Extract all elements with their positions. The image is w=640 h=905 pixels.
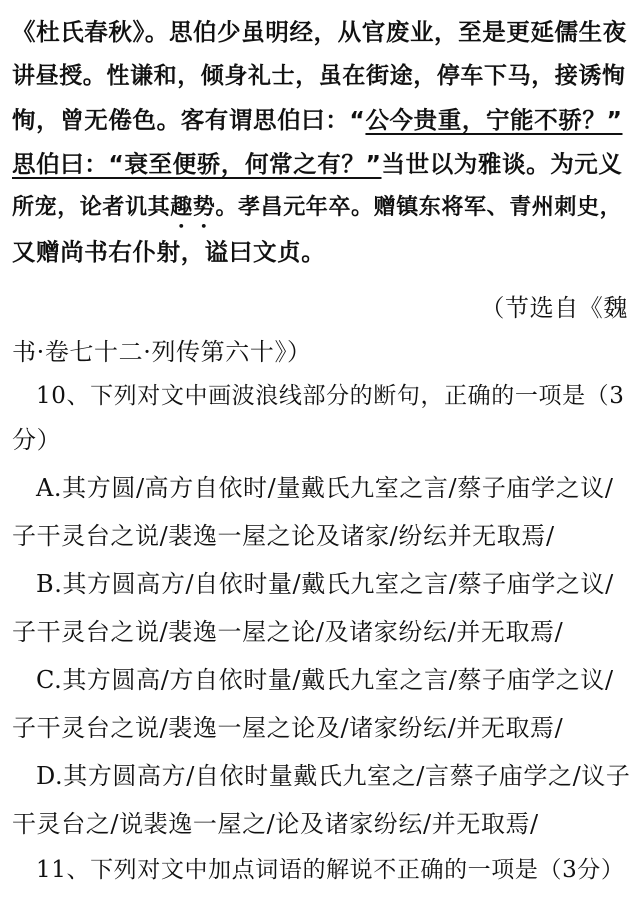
option-a-line-2: 子干灵台之说/裴逸一屋之论及诸家/纷纭并无取焉/ [12, 522, 555, 550]
source-citation-1: （节选自《魏 [480, 294, 628, 322]
passage-line-5-plain-a: 所宠，论者讥其 [12, 195, 171, 220]
option-d-line-2: 干灵台之/说裴逸一屋之/论及诸家纷纭/并无取焉/ [12, 810, 539, 838]
passage-line-1: 《杜氏春秋》。思伯少虽明经，从官废业，至是更延儒生夜 [12, 18, 627, 46]
passage-line-3 [12, 102, 623, 138]
option-c-line-2: 子干灵台之说/裴逸一屋之论及/诸家纷纭/并无取焉/ [12, 714, 564, 742]
passage-line-3-underlined: 公今贵重，宁能不骄？” [365, 106, 623, 134]
passage-line-2: 讲昼授。性谦和，倾身礼士，虽在街途，停车下马，接诱恂 [12, 63, 626, 89]
dotted-word: 趣势 [170, 195, 216, 220]
option-d-line-1: D.其方圆高方/自依时量戴氏九室之/言蔡子庙学之/议子 [36, 762, 631, 790]
passage-line-5-plain-b: 。孝昌元年卒。赠镇东将军、青州刺史， [215, 195, 623, 220]
passage-line-6: 又赠尚书右仆射，谥曰文贞。 [12, 238, 326, 266]
question-10-stem: 10、下列对文中画波浪线部分的断句，正确的一项是（3 [36, 383, 625, 409]
option-c-line-1: C.其方圆高/方自依时量/戴氏九室之言/蔡子庙学之议/ [36, 666, 614, 694]
passage-line-4 [12, 146, 623, 182]
passage-line-4-plain: 当世以为雅谈。为元义 [381, 150, 623, 178]
question-10-stem-cont: 分） [12, 426, 62, 454]
question-11-stem: 11、下列对文中加点词语的解说不正确的一项是（3分） [36, 857, 625, 883]
option-a-line-1: A.其方圆/高方自依时/量戴氏九室之言/蔡子庙学之议/ [36, 474, 614, 502]
passage-line-3-plain: 恂，曾无倦色。客有谓思伯曰：“ [12, 106, 366, 134]
option-b-line-2: 子干灵台之说/裴逸一屋之论/及诸家纷纭/并无取焉/ [12, 618, 564, 646]
source-citation-2: 书·卷七十二·列传第六十》） [12, 338, 312, 366]
passage-line-5 [12, 190, 622, 226]
passage-line-4-underlined: 思伯曰：“衰至便骄，何常之有？” [12, 150, 382, 178]
option-b-line-1: B.其方圆高方/自依时量/戴氏九室之言/蔡子庙学之议/ [36, 570, 614, 598]
